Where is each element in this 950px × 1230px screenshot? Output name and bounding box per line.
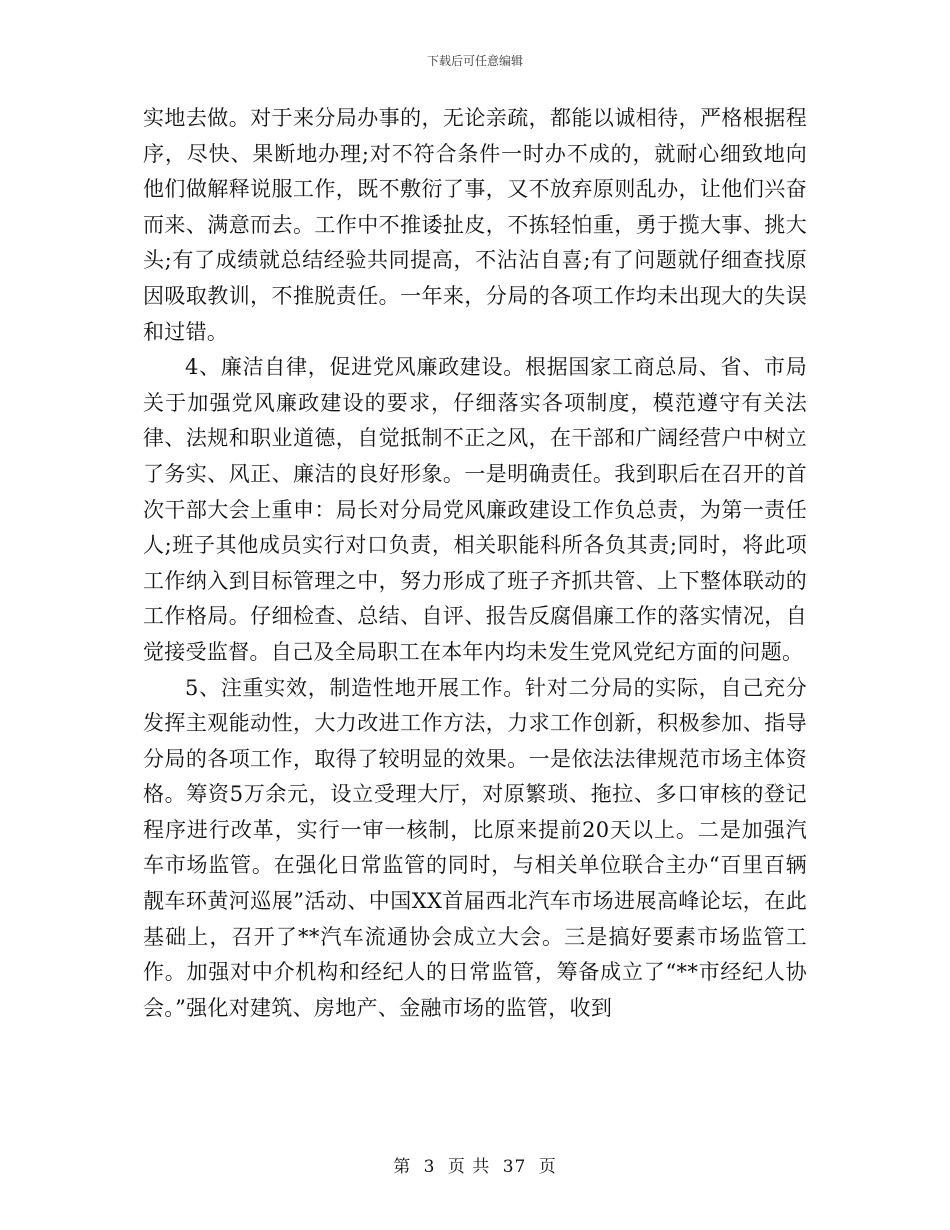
- page-footer: [0, 1152, 950, 1177]
- document-body: [143, 101, 807, 1026]
- page-header-note: 下载后可任意编辑: [426, 54, 523, 68]
- footer-suffix: 页: [538, 1157, 557, 1177]
- footer-total-pages: 37: [502, 1157, 527, 1177]
- paragraph-continued: 实地去做。对于来分局办事的，无论亲疏，都能以诚相待，严格根据程序，尽快、果断地办理;对不符合条件一时办不成的，就耐心细致地向他们做解释说服工作，既不敷衍了事，又不放弃原则乱办，让他们兴奋而来、满意而去。工作中不推诿扯皮，不拣轻怕重，勇于揽大事、挑大头;有了成绩就总结经验共同提高，不沾沾自喜;有了问题就仔细查找原因吸取教训，不推脱责任。一年来，分局的各项工作均未出现大的失误和过错。: [143, 106, 807, 344]
- paragraph-item-5: 5、注重实效，制造性地开展工作。针对二分局的实际，自己充分发挥主观能动性，大力改进工作方法，力求工作创新，积极参加、指导分局的各项工作，取得了较明显的效果。一是依法法律规范市场主体资格。筹资5万余元，设立受理大厅，对原繁琐、拖拉、多口审核的登记程序进行改革，实行一审一核制，比原来提前20天以上。二是加强汽车市场监管。在强化日常监管的同时，与相关单位联合主办“百里百辆靓车环黄河巡展”活动、中国XX首届西北汽车市场进展高峰论坛，在此基础上，召开了**汽车流通协会成立大会。三是搞好要素市场监管工作。加强对中介机构和经纪人的日常监管，筹备成立了“**市经纪人协会。”强化对建筑、房地产、金融市场的监管，收到: [143, 675, 807, 1020]
- footer-page-number: 3: [423, 1157, 436, 1177]
- footer-prefix: 第: [393, 1157, 412, 1177]
- footer-middle: 页 共: [447, 1157, 491, 1177]
- paragraph-item-4: 4、廉洁自律，促进党风廉政建设。根据国家工商总局、省、市局关于加强党风廉政建设的要求，仔细落实各项制度，模范遵守有关法律、法规和职业道德，自觉抵制不正之风，在干部和广阔经营户中树立了务实、风正、廉洁的良好形象。一是明确责任。我到职后在召开的首次干部大会上重申：局长对分局党风廉政建设工作负总责，为第一责任人;班子其他成员实行对口负责，相关职能科所各负其责;同时，将此项工作纳入到目标管理之中，努力形成了班子齐抓共管、上下整体联动的工作格局。仔细检查、总结、自评、报告反腐倡廉工作的落实情况，自觉接受监督。自己及全局职工在本年内均未发生党风党纪方面的问题。: [143, 355, 807, 664]
